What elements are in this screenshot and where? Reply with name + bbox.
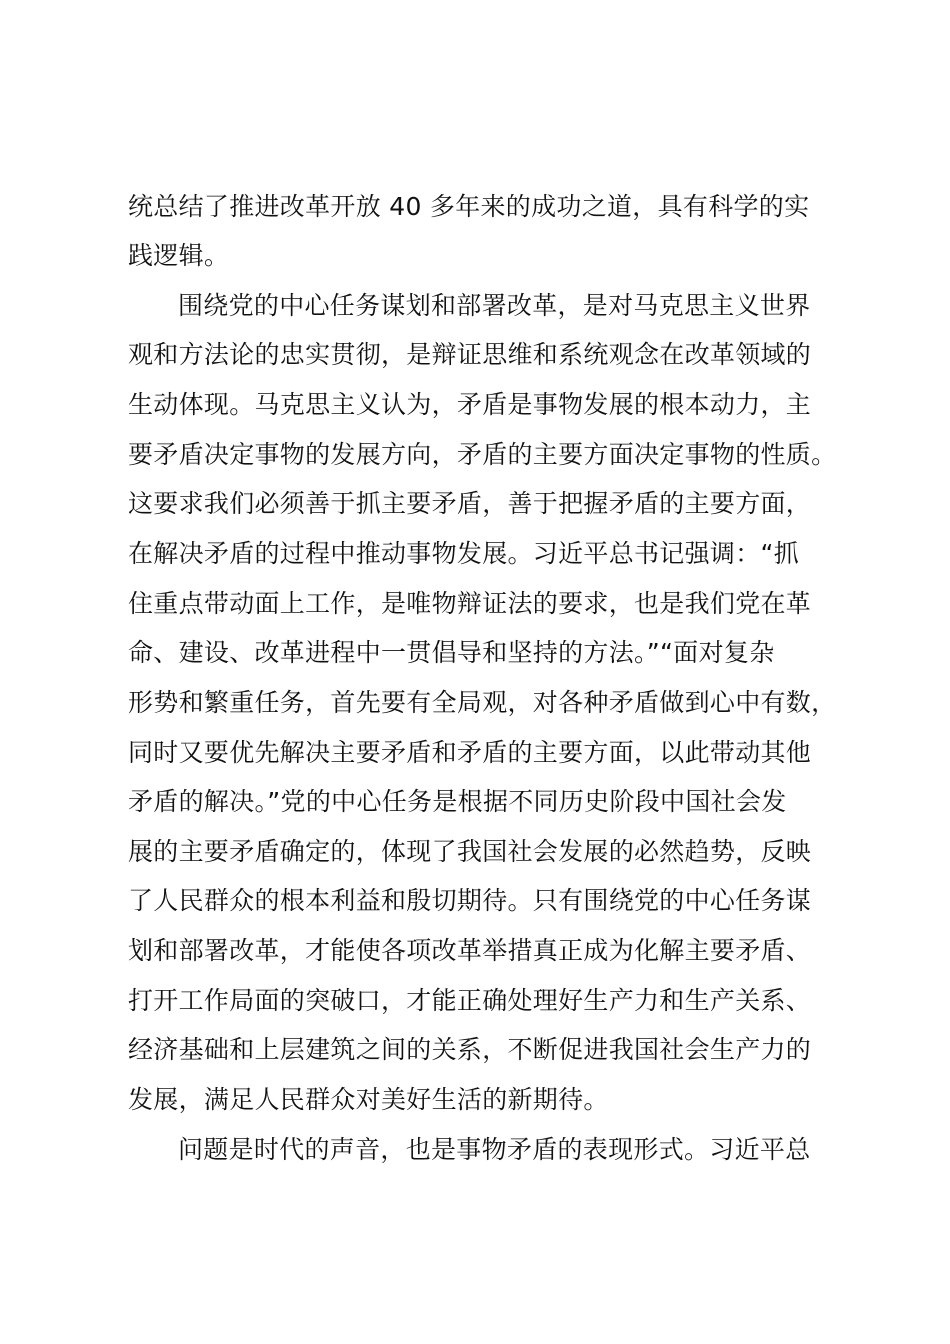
text-line: 发展，满足人民群众对美好生活的新期待。	[128, 1085, 609, 1114]
text-line: 形势和繁重任务，首先要有全局观，对各种矛盾做到心中有数，	[128, 688, 837, 717]
text-line: 了人民群众的根本利益和殷切期待。只有围绕党的中心任务谋	[128, 886, 812, 915]
text-line: 划和部署改革，才能使各项改革举措真正成为化解主要矛盾、	[128, 936, 812, 965]
text-line: 经济基础和上层建筑之间的关系，不断促进我国社会生产力的	[128, 1035, 812, 1064]
paragraph-start-line: 问题是时代的声音，也是事物矛盾的表现形式。习近平总	[178, 1135, 811, 1164]
text-line: 展的主要矛盾确定的，体现了我国社会发展的必然趋势，反映	[128, 837, 812, 866]
text-line: 命、建设、改革进程中一贯倡导和坚持的方法。”“面对复杂	[128, 638, 775, 667]
text-line: 打开工作局面的突破口，才能正确处理好生产力和生产关系、	[128, 986, 812, 1015]
text-line: 住重点带动面上工作，是唯物辩证法的要求，也是我们党在革	[128, 589, 812, 618]
paragraph-start-line: 围绕党的中心任务谋划和部署改革，是对马克思主义世界	[178, 291, 811, 320]
text-line: 矛盾的解决。”党的中心任务是根据不同历史阶段中国社会发	[128, 787, 787, 816]
text-line: 这要求我们必须善于抓主要矛盾，善于把握矛盾的主要方面，	[128, 489, 812, 518]
text-line: 在解决矛盾的过程中推动事物发展。习近平总书记强调：“抓	[128, 539, 800, 568]
text-line: 要矛盾决定事物的发展方向，矛盾的主要方面决定事物的性质。	[128, 440, 837, 469]
text-line: 同时又要优先解决主要矛盾和矛盾的主要方面，以此带动其他	[128, 738, 812, 767]
text-line: 观和方法论的忠实贯彻，是辩证思维和系统观念在改革领域的	[128, 340, 812, 369]
text-line: 统总结了推进改革开放 40 多年来的成功之道，具有科学的实	[128, 192, 810, 221]
text-line: 生动体现。马克思主义认为，矛盾是事物发展的根本动力，主	[128, 390, 812, 419]
text-line: 践逻辑。	[128, 241, 230, 270]
